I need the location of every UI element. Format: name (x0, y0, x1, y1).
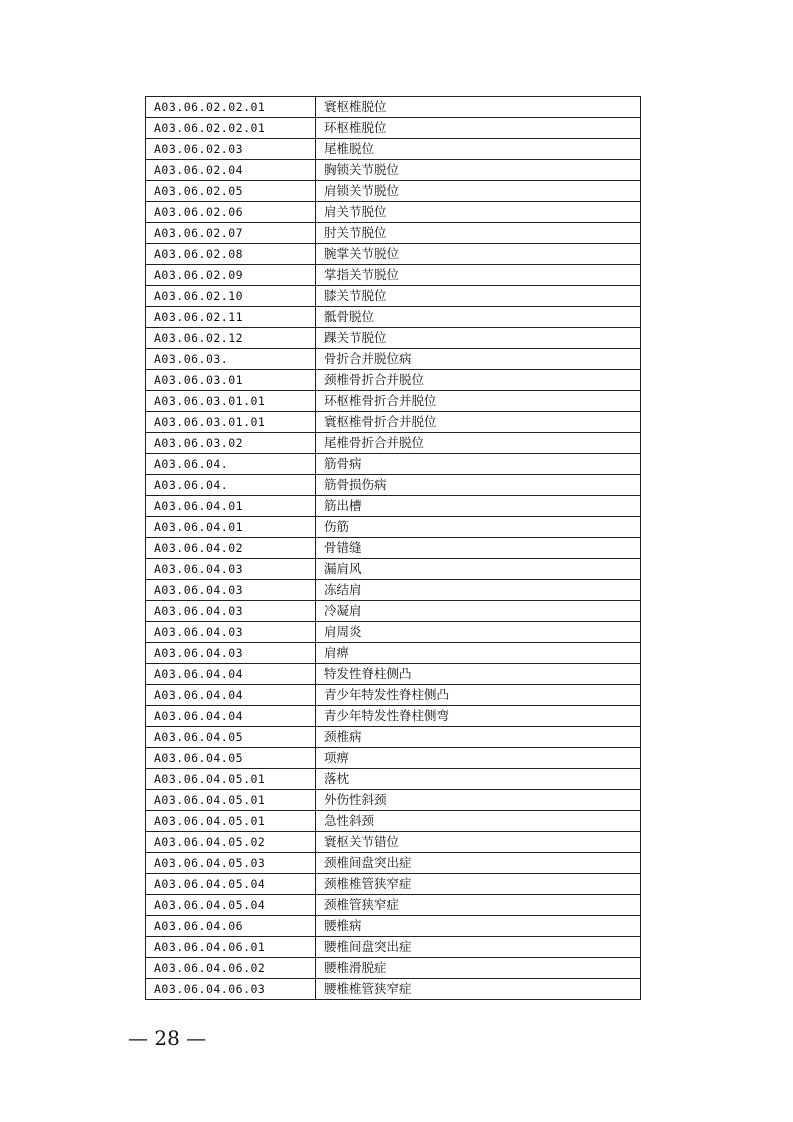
name-cell: 肘关节脱位 (316, 223, 641, 244)
name-cell: 颈椎骨折合并脱位 (316, 370, 641, 391)
table-row (146, 307, 641, 328)
table-row (146, 748, 641, 769)
name-cell: 漏肩风 (316, 559, 641, 580)
name-cell: 颈椎管狭窄症 (316, 895, 641, 916)
code-cell: A03.06.02.03 (146, 139, 316, 160)
name-cell: 寰枢椎骨折合并脱位 (316, 412, 641, 433)
name-cell: 胸锁关节脱位 (316, 160, 641, 181)
table-row (146, 958, 641, 979)
table-row (146, 517, 641, 538)
code-cell: A03.06.02.05 (146, 181, 316, 202)
table-row (146, 202, 641, 223)
table-row (146, 391, 641, 412)
name-cell: 肩周炎 (316, 622, 641, 643)
code-cell: A03.06.03. (146, 349, 316, 370)
code-cell: A03.06.04.05 (146, 748, 316, 769)
code-cell: A03.06.04.04 (146, 685, 316, 706)
table-row (146, 895, 641, 916)
code-cell: A03.06.04.05 (146, 727, 316, 748)
name-cell: 膝关节脱位 (316, 286, 641, 307)
table-row (146, 139, 641, 160)
table-row (146, 727, 641, 748)
code-cell: A03.06.04.05.01 (146, 790, 316, 811)
code-cell: A03.06.04. (146, 454, 316, 475)
table-row (146, 769, 641, 790)
code-cell: A03.06.02.02.01 (146, 97, 316, 118)
name-cell: 筋出槽 (316, 496, 641, 517)
code-cell: A03.06.04.03 (146, 622, 316, 643)
name-cell: 腰椎椎管狭窄症 (316, 979, 641, 1000)
table-row (146, 706, 641, 727)
name-cell: 颈椎病 (316, 727, 641, 748)
name-cell: 骶骨脱位 (316, 307, 641, 328)
code-cell: A03.06.04. (146, 475, 316, 496)
name-cell: 踝关节脱位 (316, 328, 641, 349)
table-row (146, 580, 641, 601)
table-row (146, 685, 641, 706)
code-cell: A03.06.04.03 (146, 559, 316, 580)
name-cell: 骨错缝 (316, 538, 641, 559)
code-cell: A03.06.04.05.04 (146, 895, 316, 916)
code-cell: A03.06.04.06.01 (146, 937, 316, 958)
code-cell: A03.06.02.02.01 (146, 118, 316, 139)
code-cell: A03.06.03.02 (146, 433, 316, 454)
code-cell: A03.06.04.04 (146, 664, 316, 685)
name-cell: 特发性脊柱侧凸 (316, 664, 641, 685)
name-cell: 环枢椎骨折合并脱位 (316, 391, 641, 412)
code-table-body (146, 97, 641, 1000)
name-cell: 尾椎脱位 (316, 139, 641, 160)
code-cell: A03.06.02.11 (146, 307, 316, 328)
code-cell: A03.06.04.03 (146, 643, 316, 664)
code-cell: A03.06.04.01 (146, 517, 316, 538)
table-row (146, 790, 641, 811)
table-row (146, 874, 641, 895)
name-cell: 项痹 (316, 748, 641, 769)
table-row (146, 496, 641, 517)
name-cell: 外伤性斜颈 (316, 790, 641, 811)
code-cell: A03.06.04.06 (146, 916, 316, 937)
table-row (146, 979, 641, 1000)
table-row (146, 454, 641, 475)
code-cell: A03.06.04.05.01 (146, 769, 316, 790)
table-row (146, 412, 641, 433)
table-row (146, 265, 641, 286)
name-cell: 肩锁关节脱位 (316, 181, 641, 202)
code-cell: A03.06.04.05.04 (146, 874, 316, 895)
code-cell: A03.06.04.04 (146, 706, 316, 727)
code-cell: A03.06.04.03 (146, 580, 316, 601)
name-cell: 寰枢关节错位 (316, 832, 641, 853)
table-row (146, 643, 641, 664)
table-row (146, 328, 641, 349)
name-cell: 冻结肩 (316, 580, 641, 601)
code-cell: A03.06.03.01.01 (146, 412, 316, 433)
table-row (146, 601, 641, 622)
name-cell: 落枕 (316, 769, 641, 790)
code-cell: A03.06.04.06.02 (146, 958, 316, 979)
table-row (146, 118, 641, 139)
table-row (146, 349, 641, 370)
name-cell: 伤筋 (316, 517, 641, 538)
table-row (146, 853, 641, 874)
code-cell: A03.06.04.05.02 (146, 832, 316, 853)
code-cell: A03.06.04.03 (146, 601, 316, 622)
table-row (146, 832, 641, 853)
code-table (145, 96, 641, 1000)
name-cell: 寰枢椎脱位 (316, 97, 641, 118)
name-cell: 腰椎滑脱症 (316, 958, 641, 979)
code-cell: A03.06.02.12 (146, 328, 316, 349)
name-cell: 环枢椎脱位 (316, 118, 641, 139)
name-cell: 肩关节脱位 (316, 202, 641, 223)
table-row (146, 916, 641, 937)
code-cell: A03.06.02.08 (146, 244, 316, 265)
table-row (146, 97, 641, 118)
name-cell: 筋骨损伤病 (316, 475, 641, 496)
code-cell: A03.06.04.01 (146, 496, 316, 517)
code-cell: A03.06.02.07 (146, 223, 316, 244)
name-cell: 骨折合并脱位病 (316, 349, 641, 370)
code-cell: A03.06.02.10 (146, 286, 316, 307)
table-row (146, 811, 641, 832)
name-cell: 腕掌关节脱位 (316, 244, 641, 265)
table-row (146, 622, 641, 643)
code-cell: A03.06.04.05.01 (146, 811, 316, 832)
table-row (146, 286, 641, 307)
code-cell: A03.06.02.06 (146, 202, 316, 223)
name-cell: 尾椎骨折合并脱位 (316, 433, 641, 454)
page-number: — 28 — (128, 1026, 207, 1050)
code-cell: A03.06.02.09 (146, 265, 316, 286)
code-cell: A03.06.03.01 (146, 370, 316, 391)
name-cell: 肩痹 (316, 643, 641, 664)
name-cell: 冷凝肩 (316, 601, 641, 622)
name-cell: 筋骨病 (316, 454, 641, 475)
name-cell: 腰椎间盘突出症 (316, 937, 641, 958)
name-cell: 急性斜颈 (316, 811, 641, 832)
code-cell: A03.06.03.01.01 (146, 391, 316, 412)
name-cell: 颈椎椎管狭窄症 (316, 874, 641, 895)
code-cell: A03.06.04.05.03 (146, 853, 316, 874)
table-row (146, 538, 641, 559)
table-row (146, 664, 641, 685)
code-cell: A03.06.02.04 (146, 160, 316, 181)
name-cell: 掌指关节脱位 (316, 265, 641, 286)
table-row (146, 433, 641, 454)
table-row (146, 160, 641, 181)
table-row (146, 370, 641, 391)
code-cell: A03.06.04.06.03 (146, 979, 316, 1000)
name-cell: 青少年特发性脊柱侧弯 (316, 706, 641, 727)
table-row (146, 475, 641, 496)
table-row (146, 181, 641, 202)
name-cell: 青少年特发性脊柱侧凸 (316, 685, 641, 706)
table-row (146, 559, 641, 580)
code-cell: A03.06.04.02 (146, 538, 316, 559)
table-row (146, 937, 641, 958)
name-cell: 腰椎病 (316, 916, 641, 937)
table-row (146, 244, 641, 265)
table-row (146, 223, 641, 244)
name-cell: 颈椎间盘突出症 (316, 853, 641, 874)
